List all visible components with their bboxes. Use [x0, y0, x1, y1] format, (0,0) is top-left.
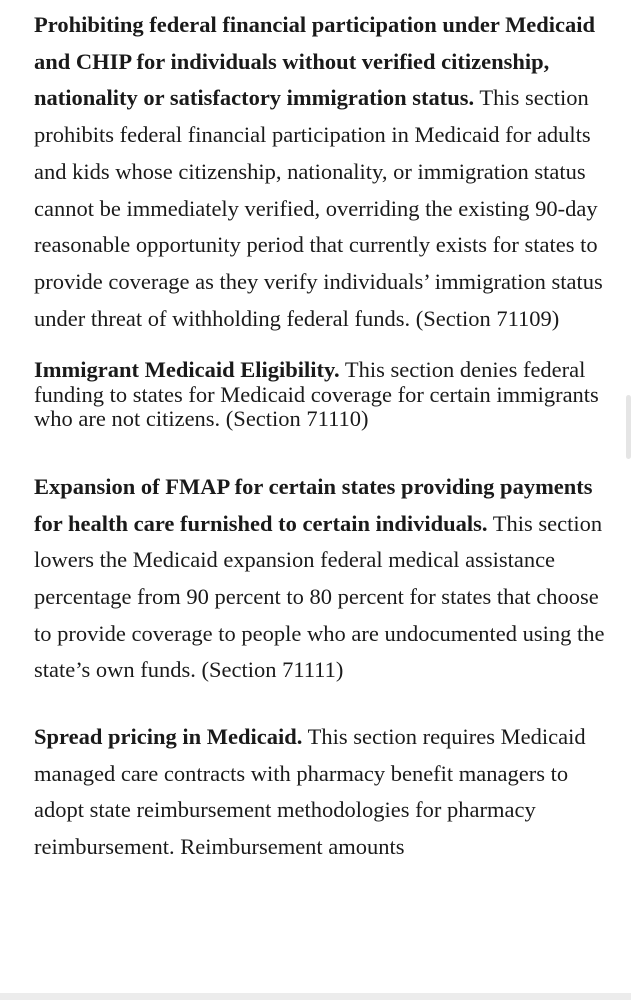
- section-heading: Expansion of FMAP for certain states providing payments for health care furnished to certain individuals.: [34, 473, 593, 536]
- section-body: This section lowers the Medicaid expansion federal medical assistance percentage from 90 percent to 80 percent for states that choose to provide coverage to people who are undocumented using the state’s own funds. (Section 71111): [34, 510, 605, 683]
- section-body: This section requires Medicaid managed care contracts with pharmacy benefit managers to adopt state reimbursement methodologies for pharmacy reimbursement. Reimbursement amounts: [34, 724, 586, 860]
- section-heading: Spread pricing in Medicaid.: [34, 724, 303, 750]
- section-body: This section denies federal funding to states for Medicaid coverage for certain immigrants who are not citizens. (Section 71110): [34, 357, 599, 432]
- article-content: [34, 0, 614, 866]
- scrollbar[interactable]: [626, 395, 631, 459]
- bottom-edge: [0, 993, 631, 1000]
- section-immigrant-eligibility: [34, 358, 614, 432]
- section-fmap-expansion: [34, 469, 614, 689]
- section-body: This section prohibits federal financial participation in Medicaid for adults and kids whose citizenship, nationality, or immigration status cannot be immediately verified, overriding the existing 90-day reasonable opportunity period that currently exists for states to provide coverage as they verify individuals’ immigration status under threat of withholding federal funds. (Section 71109): [34, 85, 603, 331]
- section-citizenship-verification: [34, 7, 614, 337]
- section-heading: Immigrant Medicaid Eligibility.: [34, 357, 340, 383]
- section-spread-pricing: [34, 719, 614, 866]
- section-heading: Prohibiting federal financial participation under Medicaid and CHIP for individuals without verified citizenship, nationality or satisfactory immigration status.: [34, 12, 596, 111]
